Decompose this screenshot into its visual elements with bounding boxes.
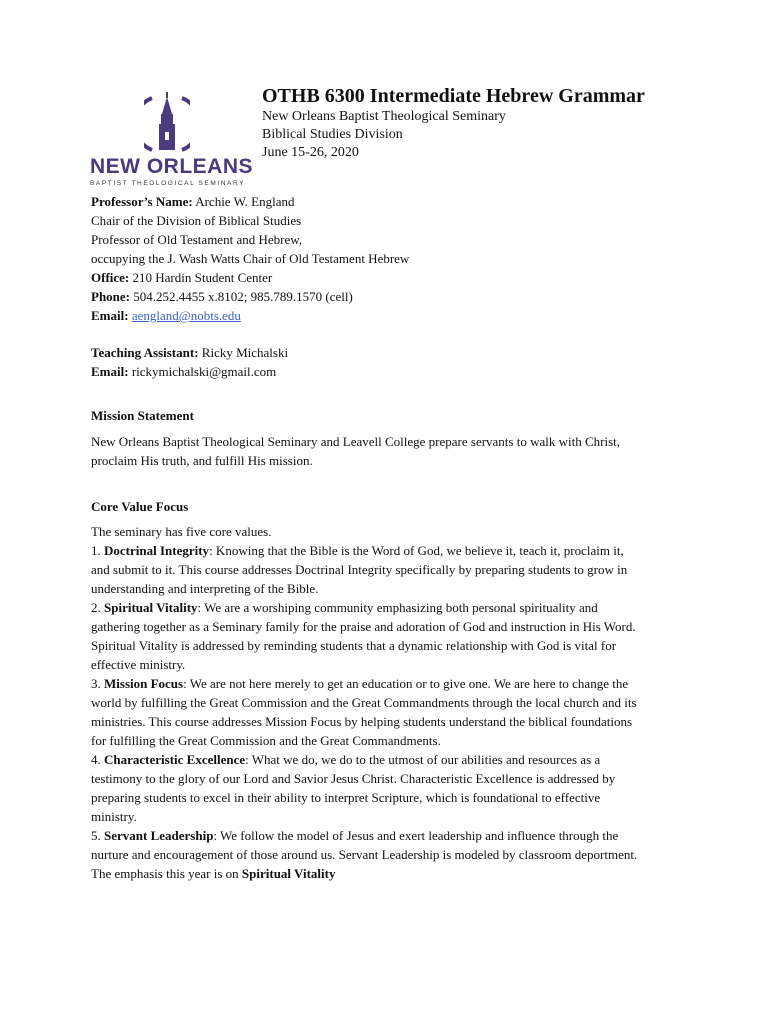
- core-value-5-cont: nurture and encouragement of those around us. Servant Leadership is modeled by classroom deportment.: [91, 847, 638, 862]
- core-value-text: : What we do, we do to the utmost of our abilities and resources as a: [245, 752, 601, 767]
- course-dates: June 15-26, 2020: [262, 145, 359, 160]
- core-value-2-cont: effective ministry.: [91, 657, 186, 672]
- core-value-2: [91, 598, 691, 617]
- core-value-text: : Knowing that the Bible is the Word of God, we believe it, teach it, proclaim it,: [209, 543, 624, 558]
- ta-label: Teaching Assistant:: [91, 345, 199, 360]
- emphasis-line: [91, 864, 691, 883]
- mission-heading: Mission Statement: [91, 408, 194, 423]
- seminary-logo: [90, 92, 253, 187]
- teaching-assistant: [91, 343, 691, 381]
- emphasis-text: The emphasis this year is on: [91, 866, 242, 881]
- core-value-text: : We are a worshiping community emphasizing both personal spirituality and: [197, 600, 598, 615]
- logo-subtitle: BAPTIST THEOLOGICAL SEMINARY: [90, 180, 246, 187]
- core-value-text: : We are not here merely to get an education or to give one. We are here to change the: [183, 676, 629, 691]
- course-title: OTHB 6300 Intermediate Hebrew Grammar: [262, 85, 645, 107]
- core-value-3: [91, 674, 691, 693]
- seminary-name: New Orleans Baptist Theological Seminary: [262, 109, 506, 124]
- core-value-3-cont: ministries. This course addresses Mission Focus by helping students understand the biblical foundations: [91, 714, 633, 729]
- core-value-number: 1.: [91, 543, 104, 558]
- professor-name-label: Professor’s Name:: [91, 194, 193, 209]
- core-values: [91, 522, 691, 883]
- core-value-name: Characteristic Excellence: [104, 752, 246, 767]
- core-value-2-cont: gathering together as a Seminary family for the praise and adoration of God and instruction in His Word.: [91, 619, 636, 634]
- core-value-5: [91, 826, 691, 845]
- mission-statement: [91, 432, 691, 470]
- logo-wordmark: NEW ORLEANS: [90, 155, 253, 178]
- core-value-3-cont: for fulfilling the Great Commission and the Great Commandments.: [91, 733, 441, 748]
- mission-line-2: proclaim His truth, and fulfill His mission.: [91, 453, 313, 468]
- professor-title-1: Chair of the Division of Biblical Studies: [91, 213, 302, 228]
- ta-email: rickymichalski@gmail.com: [128, 364, 277, 379]
- phone-label: Phone:: [91, 289, 130, 304]
- core-value-1-cont: understanding and interpreting of the Bible.: [91, 581, 319, 596]
- core-value-number: 2.: [91, 600, 104, 615]
- professor-email-link[interactable]: aengland@nobts.edu: [131, 308, 241, 323]
- core-value-name: Mission Focus: [104, 676, 184, 691]
- phone-line: [91, 287, 691, 306]
- core-value-name: Servant Leadership: [104, 828, 214, 843]
- core-value-number: 4.: [91, 752, 104, 767]
- core-value-name: Doctrinal Integrity: [104, 543, 210, 558]
- core-value-name: Spiritual Vitality: [104, 600, 198, 615]
- emphasis-value: Spiritual Vitality: [241, 866, 336, 881]
- core-intro: The seminary has five core values.: [91, 524, 272, 539]
- core-value-4-cont: testimony to the glory of our Lord and Savior Jesus Christ. Characteristic Excellence is addressed by: [91, 771, 616, 786]
- office-label: Office:: [91, 270, 130, 285]
- ta-name-line: [91, 343, 691, 362]
- core-value-2-cont: Spiritual Vitality is addressed by reminding students that a dynamic relationship with God is vital for: [91, 638, 617, 653]
- core-value-3-cont: world by fulfilling the Great Commission and the Great Commandments through the local church and its: [91, 695, 637, 710]
- professor-title-2: Professor of Old Testament and Hebrew,: [91, 232, 303, 247]
- course-header: [262, 84, 742, 162]
- core-value-4-cont: preparing students to excel in their ability to interpret Scripture, which is foundational to effective: [91, 790, 601, 805]
- professor-name: Archie W. England: [192, 194, 295, 209]
- core-value-1-cont: and submit to it. This course addresses Doctrinal Integrity specifically by preparing students to grow in: [91, 562, 628, 577]
- core-value-heading: Core Value Focus: [91, 499, 189, 514]
- office-line: [91, 268, 691, 287]
- phone-value: 504.252.4455 x.8102; 985.789.1570 (cell): [130, 289, 353, 304]
- division-name: Biblical Studies Division: [262, 127, 403, 142]
- email-line: [91, 306, 691, 325]
- ta-email-line: [91, 362, 691, 381]
- professor-contact: [91, 192, 691, 325]
- professor-title-3: occupying the J. Wash Watts Chair of Old Testament Hebrew: [91, 251, 410, 266]
- office-value: 210 Hardin Student Center: [129, 270, 273, 285]
- core-value-number: 5.: [91, 828, 104, 843]
- core-value-number: 3.: [91, 676, 104, 691]
- ta-email-label: Email:: [91, 364, 129, 379]
- email-label: Email:: [91, 308, 129, 323]
- professor-name-line: [91, 192, 691, 211]
- core-value-1: [91, 541, 691, 560]
- mission-line-1: New Orleans Baptist Theological Seminary and Leavell College prepare servants to walk with Christ,: [91, 434, 621, 449]
- core-value-4-cont: ministry.: [91, 809, 137, 824]
- ta-name: Ricky Michalski: [198, 345, 289, 360]
- core-value-4: [91, 750, 691, 769]
- church-steeple-icon: [144, 92, 190, 154]
- core-value-text: : We follow the model of Jesus and exert leadership and influence through the: [213, 828, 619, 843]
